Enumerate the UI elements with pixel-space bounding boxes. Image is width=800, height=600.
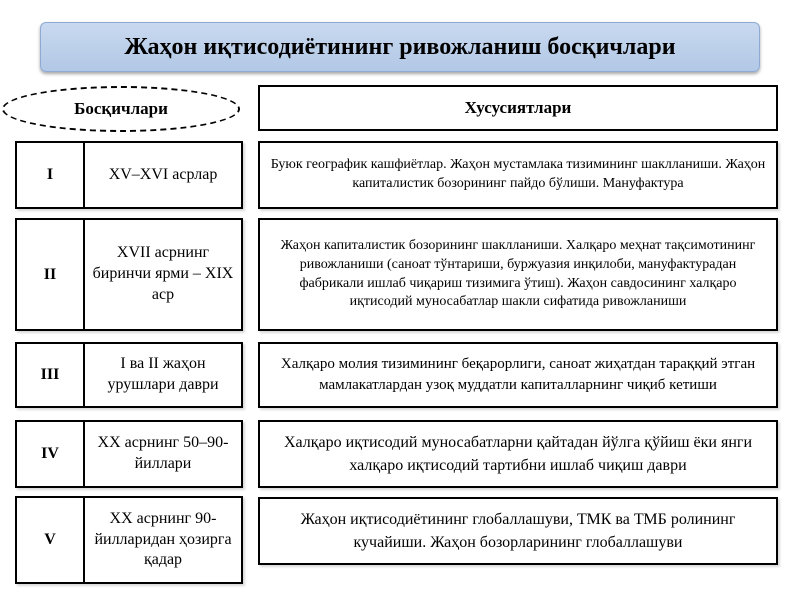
- stage-box-1: [15, 141, 243, 209]
- stage-box-4: [15, 420, 243, 488]
- stage-box-2: [15, 218, 243, 331]
- stage-period: XX асрнинг 50–90-йиллари: [97, 434, 229, 472]
- feature-box-5: Жаҳон иқтисодиётининг глобаллашуви, ТМК ва ТМБ ролининг кучайиши. Жаҳон бозорларининг глобаллашуви: [258, 497, 778, 565]
- stage-number: IV: [17, 422, 85, 486]
- stage-period: XVII асрнинг биринчи ярми – XIX аср: [92, 244, 234, 303]
- feature-box-3: Халқаро молия тизимининг беқарорлиги, саноат жиҳатдан тараққий этган мамлакатлардан узоқ муддатли капиталларнинг чиқиб кетиши: [258, 342, 778, 408]
- features-header: Хусусиятлари: [258, 85, 778, 131]
- stages-header: Босқичлари: [2, 86, 240, 132]
- stage-number: III: [17, 344, 85, 406]
- stage-period: I ва II жаҳон урушлари даври: [107, 355, 219, 393]
- stage-box-3: [15, 342, 243, 408]
- stage-number: II: [17, 220, 85, 329]
- stage-number: I: [17, 143, 85, 207]
- feature-box-1: Буюк географик кашфиётлар. Жаҳон мустамлака тизимининг шаклланиши. Жаҳон капиталистик бозорининг пайдо бўлиши. Мануфактура: [258, 141, 778, 209]
- stage-number: V: [17, 498, 85, 582]
- stage-period: XX асрнинг 90-йилларидан ҳозирга қадар: [94, 509, 232, 569]
- feature-box-4: Халқаро иқтисодий муносабатларни қайтадан йўлга қўйиш ёки янги халқаро иқтисодий тартибни ишлаб чиқиш даври: [258, 420, 778, 488]
- page-title: Жаҳон иқтисодиётининг ривожланиш босқичлари: [40, 22, 760, 72]
- stage-period: XV–XVI асрлар: [108, 165, 218, 183]
- feature-box-2: Жаҳон капиталистик бозорининг шаклланиши. Халқаро меҳнат тақсимотининг ривожланиши (саноат тўнтариши, буржуазия инқилоби, мануфактурадан фабрикали ишлаб чиқариш тизимига ўтиш). Жаҳон савдосининг халқаро иқтисодий муносабатлар шакли сифатида ривожланиши: [258, 218, 778, 331]
- stage-box-5: [15, 496, 243, 584]
